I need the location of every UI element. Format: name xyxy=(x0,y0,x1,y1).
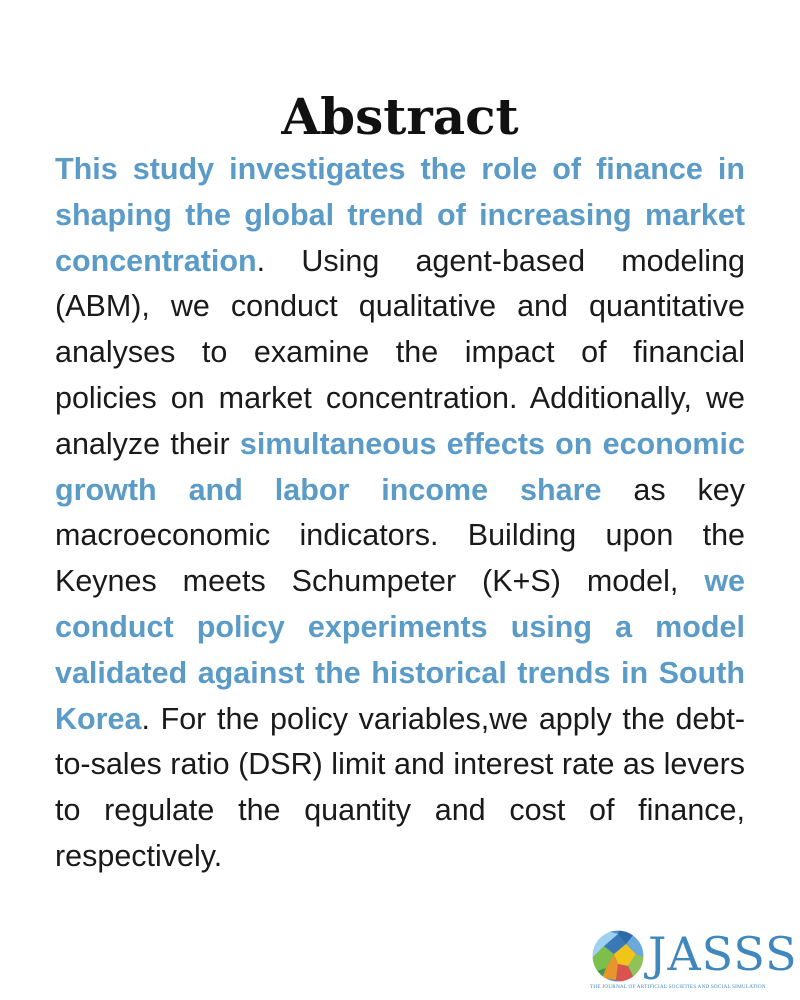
abstract-highlight-1: This study investigates the role of finance in shaping the global trend of increasing market concentration xyxy=(55,152,745,278)
abstract-highlight-2: simultaneous effects on economic growth and labor income share xyxy=(55,426,745,507)
abstract-text-1: . Using agent-based modeling (ABM), we conduct qualitative and quantitative analyses to examine the impact of financial policies on market concentration. Additionally, we analyze their xyxy=(55,243,745,461)
abstract-text-2: as key macroeconomic indicators. Building upon the Keynes meets Schumpeter (K+S) model, xyxy=(55,472,746,599)
logo-wordmark: JASSS xyxy=(648,927,798,981)
abstract-highlight-3: we conduct policy experiments using a model validated against the historical trends in South Korea xyxy=(55,564,745,736)
page-title: Abstract xyxy=(281,86,519,146)
jasss-logo xyxy=(590,927,798,992)
abstract-text-3: . For the policy variables,we apply the debt-to-sales ratio (DSR) limit and interest rate as levers to regulate the quantity and cost of finance, respectively. xyxy=(55,701,745,873)
globe-mosaic-icon xyxy=(590,928,646,984)
abstract-paragraph xyxy=(55,147,745,880)
logo-tagline: THE JOURNAL OF ARTIFICIAL SOCIETIES AND SOCIAL SIMULATION xyxy=(590,984,766,990)
